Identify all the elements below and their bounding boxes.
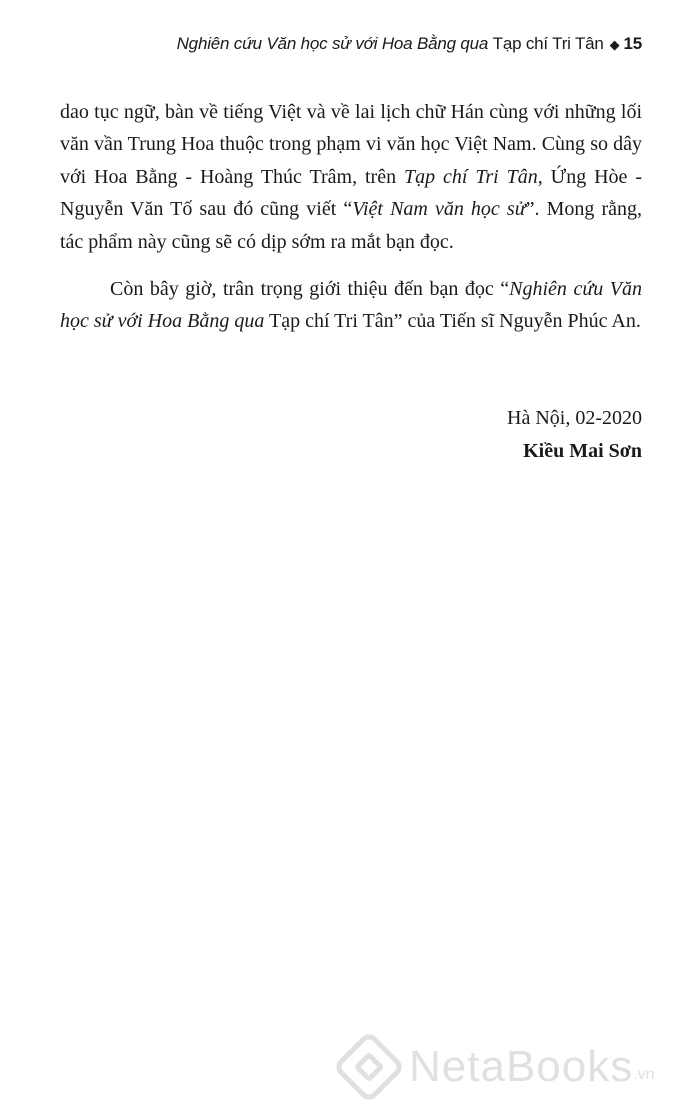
place-date: Hà Nội, 02-2020 — [507, 407, 642, 429]
body-text — [60, 96, 642, 338]
paragraph-1-italic-journal: Tạp chí Tri Tân — [404, 165, 538, 188]
paragraph-1-text-c: ”. Mong rằng, tác phẩm này cũng sẽ có dịp sớm ra mắt bạn đọc. — [60, 198, 643, 253]
watermark-brand: NetaBooks — [409, 1042, 634, 1091]
running-header — [120, 34, 642, 54]
paragraph-2-text-a: Còn bây giờ, trân trọng giới thiệu đến bạn đọc “ — [110, 278, 510, 301]
page-number: 15 — [623, 34, 642, 53]
paragraph-2-italic-title: Nghiên cứu Văn học sử với Hoa Bằng qua — [60, 278, 642, 333]
netabooks-logo-icon — [332, 1030, 406, 1104]
watermark-suffix: .vn — [633, 1066, 655, 1083]
paragraph-2-text-b: Tạp chí Tri Tân” của Tiến sĩ Nguyễn Phúc An. — [264, 310, 641, 333]
diamond-separator-icon: ◆ — [609, 37, 620, 52]
paragraph-1-italic-book-title: Việt Nam văn học sử — [352, 198, 526, 221]
paragraph-1 — [60, 96, 642, 258]
watermark — [343, 1032, 683, 1102]
paragraph-1-text-a: dao tục ngữ, bàn về tiếng Việt và về lai lịch chữ Hán cùng với những lối văn vần Trung Hoa thuộc trong phạm vi văn học Việt Nam. Cùng so dây với Hoa Bằng - Hoàng Thúc Trâm, trên — [60, 101, 642, 188]
paragraph-2 — [60, 273, 642, 338]
author-name: Kiều Mai Sơn — [523, 440, 642, 462]
signature-block — [507, 402, 642, 468]
header-title: Nghiên cứu Văn học sử với Hoa Bằng qua — [176, 34, 493, 53]
header-journal-name: Tạp chí Tri Tân — [492, 34, 604, 53]
paragraph-1-text-b: , Ứng Hòe - Nguyễn Văn Tố sau đó cũng viết “ — [60, 165, 642, 221]
